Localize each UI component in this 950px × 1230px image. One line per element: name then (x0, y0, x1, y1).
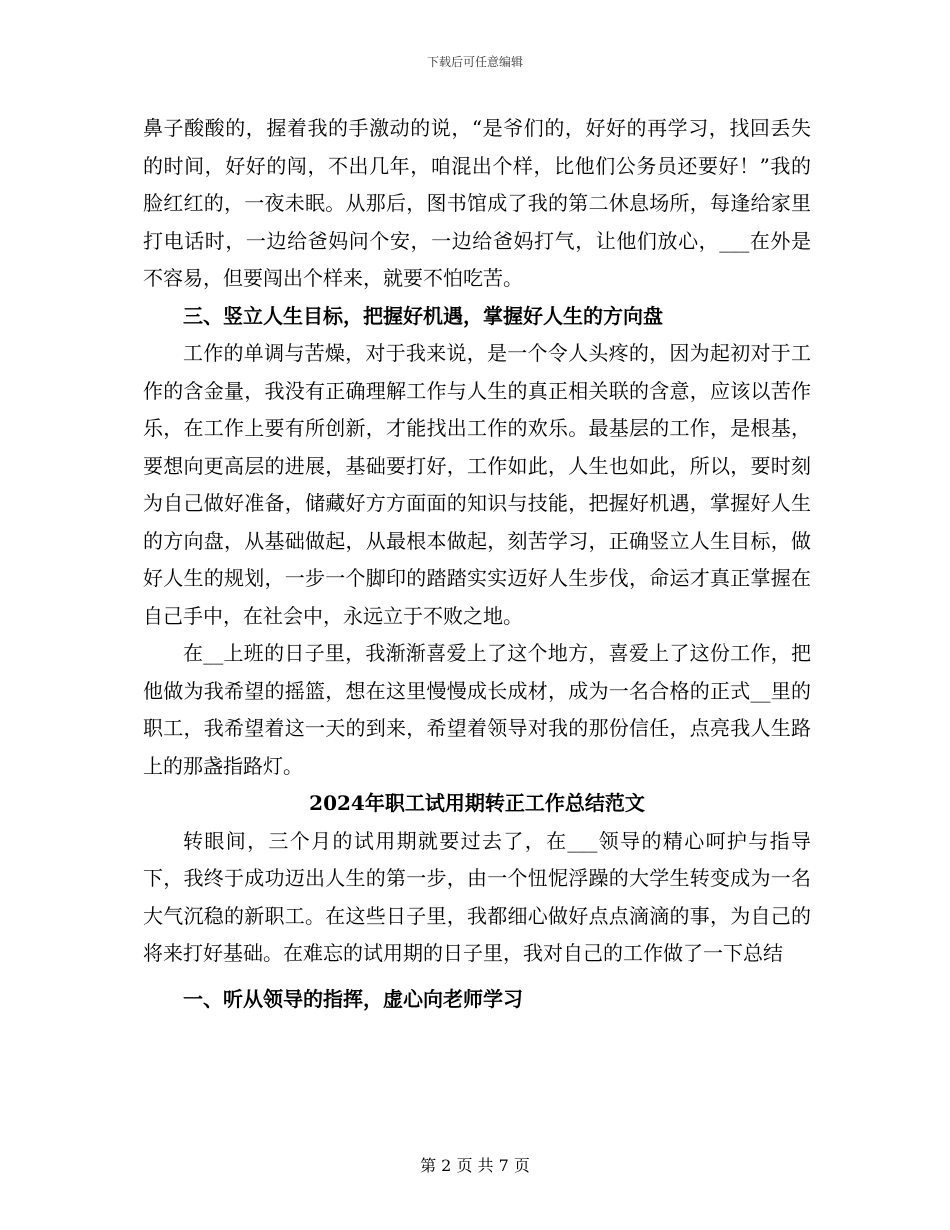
section-heading-one: 一、听从领导的指挥，虚心向老师学习 (183, 986, 523, 1011)
document-body (143, 110, 811, 1018)
section-heading-three: 三、竖立人生目标，把握好机遇，掌握好人生的方向盘 (183, 303, 663, 328)
paragraph-workplace: 在__上班的日子里，我渐渐喜爱上了这个地方，喜爱上了这份工作，把他做为我希望的摇篮，想在这里慢慢成长成材，成为一名合格的正式__里的职工，我希望着这一天的到来，希望着领导对我的那份信任，点亮我人生路上的那盏指路灯。 (143, 641, 811, 778)
paragraph-continuation: 鼻子酸酸的，握着我的手激动的说，“是爷们的，好好的再学习，找回丢失的时间，好好的闯，不出几年，咱混出个样，比他们公务员还要好！”我的脸红红的，一夜未眠。从那后，图书馆成了我的第二休息场所，每逢给家里打电话时，一边给爸妈问个安，一边给爸妈打气，让他们放心，___在外是不容易，但要闯出个样来，就要不怕吃苦。 (143, 116, 811, 290)
page-header-note: 下载后可任意编辑 (426, 55, 523, 69)
paragraph-intro: 转眼间，三个月的试用期就要过去了，在___领导的精心呵护与指导下，我终于成功迈出人生的第一步，由一个忸怩浮躁的大学生转变成为一名大气沉稳的新职工。在这些日子里，我都细心做好点点滴滴的事，为自己的将来打好基础。在难忘的试用期的日子里，我对自己的工作做了一下总结 (143, 828, 811, 965)
page-number-footer: 第 2 页 共 7 页 (420, 1156, 530, 1175)
paragraph-work-goals: 工作的单调与苦燥，对于我来说，是一个令人头疼的，因为起初对于工作的含金量，我没有正确理解工作与人生的真正相关联的含意，应该以苦作乐，在工作上要有所创新，才能找出工作的欢乐。最基层的工作，是根基，要想向更高层的进展，基础要打好，工作如此，人生也如此，所以，要时刻为自己做好准备，储藏好方方面面的知识与技能，把握好机遇，掌握好人生的方向盘，从基础做起，从最根本做起，刻苦学习，正确竖立人生目标，做好人生的规划，一步一个脚印的踏踏实实迈好人生步伐，命运才真正掌握在自己手中，在社会中，永远立于不败之地。 (143, 341, 811, 628)
article-title: 2024年职工试用期转正工作总结范文 (309, 791, 645, 815)
